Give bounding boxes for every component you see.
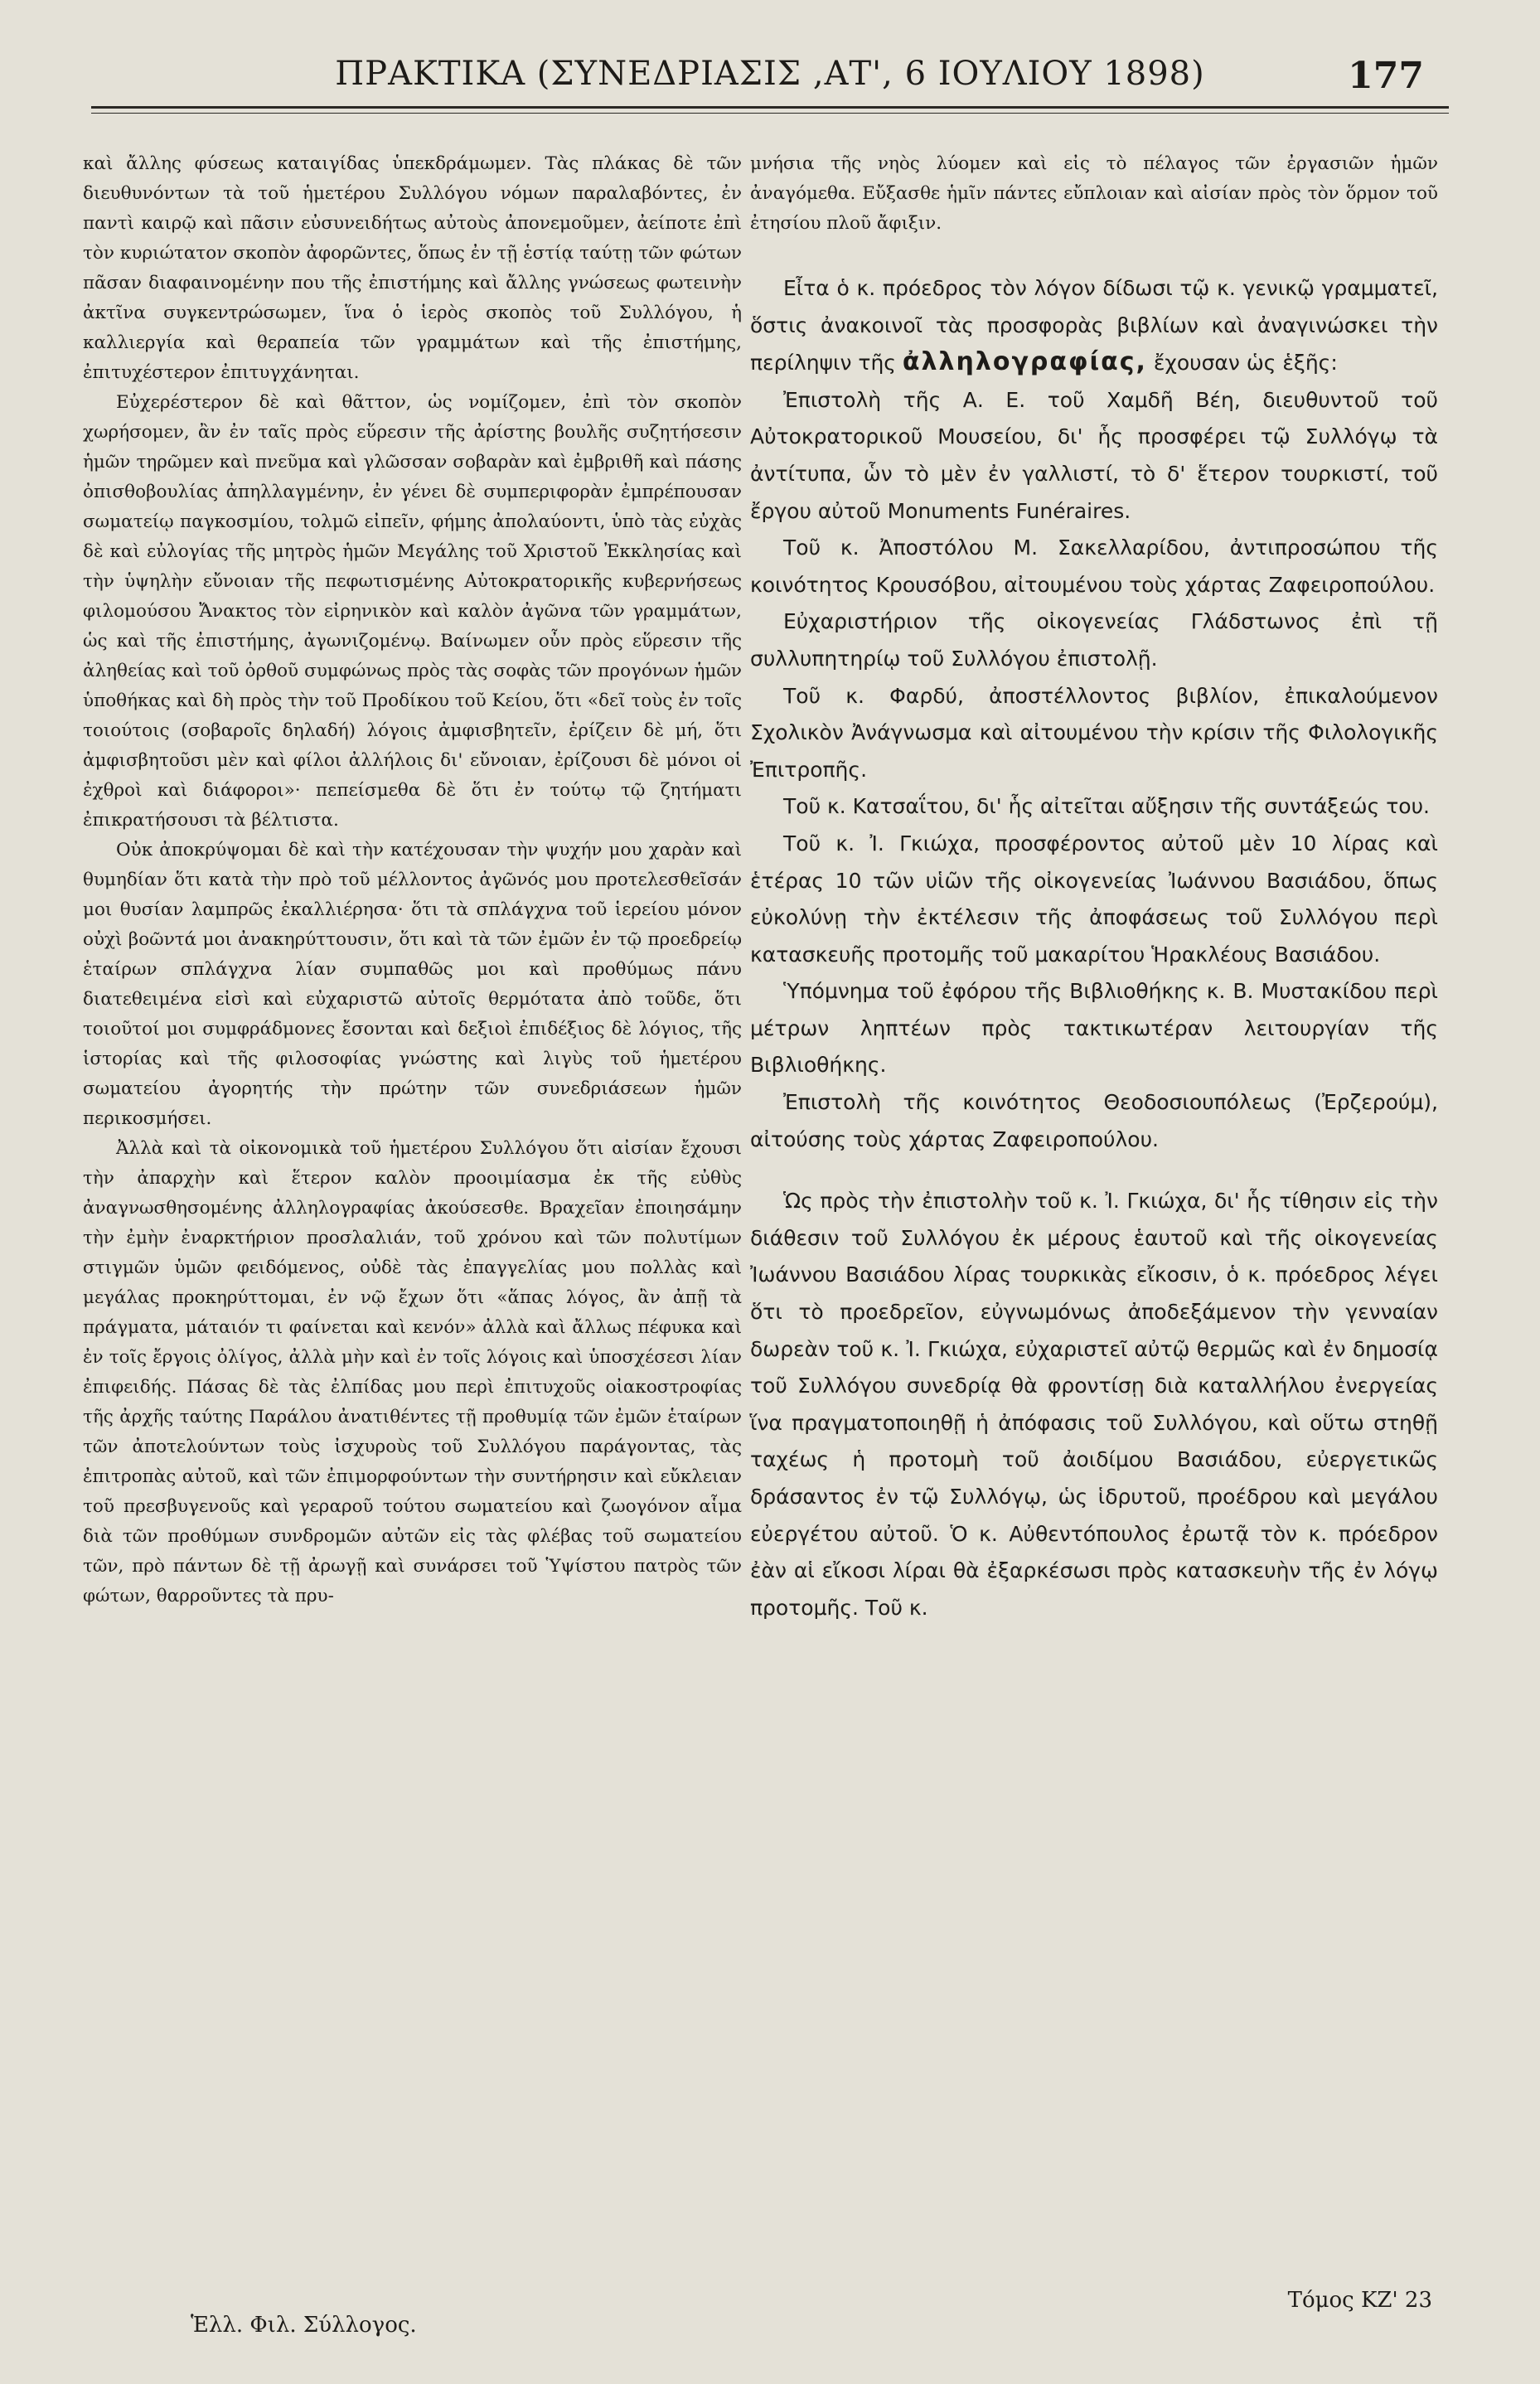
paragraph: Οὐκ ἀποκρύψομαι δὲ καὶ τὴν κατέχουσαν τὴν ψυχήν μου χαρὰν καὶ θυμηδίαν ὅτι κατὰ τὴν πρὸ τοῦ μέλλοντος ἀγῶνός μου προτελεσθεῖσάν μοι θυσίαν λαμπρῶς ἐκαλλιέρησα· ὅτι τὰ σπλάγχνα τοῦ ἱερείου μόνον οὐχὶ βοῶντά μοι ἀνακηρύττουσιν, ὅτι καὶ τὰ τῶν ἐμῶν ἐν τῷ προεδρείῳ ἑταίρων σπλάγχνα λίαν συμπαθῶς μοι καὶ προθύμως πάνυ διατεθειμένα εἰσὶ καὶ εὐχαριστῶ αὐτοῖς θερμότατα ἀπὸ τοῦδε, ὅτι τοιοῦτοί μοι συμφράδμονες ἔσονται καὶ δεξιοὶ ἐπιδέξιος δὲ λόγιος, τῆς ἱστορίας καὶ τῆς φιλοσοφίας γνώστης καὶ λιγὺς τοῦ ἡμετέρου σωματείου ἀγορητής τὴν πρώτην τῶν συνεδριάσεων ἡμῶν περικοσμήσει. [83, 840, 742, 1129]
page-number: 177 [1348, 55, 1424, 97]
left-column [83, 149, 742, 1611]
continued-paragraph: μνήσια τῆς νηὸς λύομεν καὶ εἰς τὸ πέλαγος τῶν ἐργασιῶν ἡμῶν ἀναγόμεθα. Εὔξασθε ἡμῖν πάντες εὔπλοιαν καὶ αἰσίαν πρὸς τὸν ὅρμον τοῦ ἐτησίου πλοῦ ἄφιξιν. [750, 153, 1438, 234]
correspondence-item: Ὑπόμνημα τοῦ ἐφόρου τῆς Βιβλιοθήκης κ. Β. Μυστακίδου περὶ μέτρων ληπτέων πρὸς τακτικωτέραν λειτουργίαν τῆς Βιβλιοθήκης. [750, 979, 1438, 1078]
secretary-intro: Εἶτα ὁ κ. πρόεδρος τὸν λόγον δίδωσι τῷ κ. γενικῷ γραμματεῖ, ὅστις ἀνακοινοῖ τὰς προσφορὰς βιβλίων καὶ ἀναγινώσκει τὴν περίληψιν τῆς ἀλληλογραφίας, ἔχουσαν ὡς ἑξῆς: [750, 276, 1438, 377]
correspondence-item: Ἐπιστολὴ τῆς κοινότητος Θεοδοσιουπόλεως (Ἐρζερούμ), αἰτούσης τοὺς χάρτας Ζαφειροπούλου. [750, 1090, 1438, 1151]
right-column [750, 149, 1438, 1626]
paragraph: Ἀλλὰ καὶ τὰ οἰκονομικὰ τοῦ ἡμετέρου Συλλόγου ὅτι αἰσίαν ἔχουσι τὴν ἀπαρχὴν καὶ ἕτερον καλὸν προοιμίασμα ἐκ τῆς εὐθὺς ἀναγνωσθησομένης ἀλληλογραφίας ἀκούσεσθε. Βραχεῖαν ἐποιησάμην τὴν ἐμὴν ἐναρκτήριον προσλαλιάν, τοῦ χρόνου καὶ τῶν πολυτίμων στιγμῶν ὑμῶν φειδόμενος, οὐδὲ τὰς ἐπαγγελίας μου πολλὰς καὶ μεγάλας προκηρύττομαι, ἐν νῷ ἔχων ὅτι «ἅπας λόγος, ἂν ἀπῇ τὰ πράγματα, μάταιόν τι φαίνεται καὶ κενόν» ἀλλὰ καὶ ἄλλως πέφυκα καὶ ἐν τοῖς ἔργοις ὀλίγος, ἀλλὰ μὴν καὶ ἐν τοῖς λόγοις καὶ ὑποσχέσεσι λίαν ἐπιφειδής. Πάσας δὲ τὰς ἐλπίδας μου περὶ ἐπιτυχοῦς οἰακοστροφίας τῆς ἀρχῆς ταύτης Παράλου ἀνατιθέντες τῇ προθυμίᾳ τῶν ἐμῶν ἑταίρων τῶν ἀποτελούντων τοὺς ἰσχυροὺς τοῦ Συλλόγου παράγοντας, τὰς ἐπιτροπὰς αὐτοῦ, καὶ τῶν ἐπιμορφούντων τὴν συντήρησιν καὶ εὔκλειαν τοῦ πρεσβυγενοῦς καὶ γεραροῦ τούτου σωματείου καὶ ζωογόνον αἷμα διὰ τῶν προθύμων συνδρομῶν αὐτῶν εἰς τὰς φλέβας τοῦ σωματείου τῶν, πρὸ πάντων δὲ τῇ ἀρωγῇ καὶ συνάρσει τοῦ Ὑψίστου πατρὸς τῶν φώτων, θαρροῦντες τὰ πρυ- [83, 1138, 742, 1606]
paragraph: καὶ ἄλλης φύσεως καταιγίδας ὑπεκδράμωμεν. Τὰς πλάκας δὲ τῶν διευθυνόντων τὰ τοῦ ἡμετέρου Συλλόγου νόμων παραλαβόντες, ἐν παντὶ καιρῷ καὶ πᾶσιν εὐσυνειδήτως αὐτοὺς ἀπονεμοῦμεν, ἀείποτε ἐπὶ τὸν κυριώτατον σκοπὸν ἀφορῶντες, ὅπως ἐν τῇ ἑστίᾳ ταύτῃ τῶν φώτων πᾶσαν διαφαινομένην που τῆς ἐπιστήμης καὶ ἄλλης γνώσεως φωτεινὴν ἀκτῖνα συγκεντρώσωμεν, ἵνα ὁ ἱερὸς σκοπὸς τοῦ Συλλόγου, ἡ καλλιεργία καὶ θεραπεία τῶν γραμμάτων καὶ τῆς ἐπιστήμης, ἐπιτυχέστερον ἐπιτυγχάνηται. [83, 153, 742, 383]
correspondence-section [750, 270, 1438, 1626]
page-header [99, 48, 1441, 106]
paragraph: Εὐχερέστερον δὲ καὶ θᾶττον, ὡς νομίζομεν, ἐπὶ τὸν σκοπὸν χωρήσομεν, ἂν ἐν ταῖς πρὸς εὕρεσιν τῆς ἀρίστης βουλῆς συζητήσεσιν ἡμῶν τηρῶμεν καὶ πνεῦμα καὶ γλῶσσαν σοβαρὰν καὶ ἐμβριθῆ καὶ πάσης ὀπισθοβουλίας ἀπηλλαγμένην, ἐν γένει δὲ συμπεριφορὰν ἐμπρέπουσαν σωματείῳ παγκοσμίου, τολμῶ εἰπεῖν, φήμης ἀπολαύοντι, ὑπὸ τὰς εὐχὰς δὲ καὶ εὐλογίας τῆς μητρὸς ἡμῶν Μεγάλης τοῦ Χριστοῦ Ἐκκλησίας καὶ τὴν ὑψηλὴν εὔνοιαν τῆς πεφωτισμένης Αὐτοκρατορικῆς κυβερνήσεως φιλομούσου Ἄνακτος τὸν εἰρηνικὸν καὶ καλὸν ἀγῶνα τῶν γραμμάτων, ὡς καὶ τῆς ἐπιστήμης, ἀγωνιζομένῳ. Βαίνωμεν οὖν πρὸς εὕρεσιν τῆς ἀληθείας καὶ τοῦ ὀρθοῦ συμφώνως πρὸς τὰς σοφὰς τῶν προγόνων ἡμῶν ὑποθήκας καὶ δὴ πρὸς τὴν τοῦ Προδίκου τοῦ Κείου, ὅτι «δεῖ τοὺς ἐν τοῖς τοιούτοις (σοβαροῖς δηλαδή) λόγοις ἀμφισβητεῖν, ἐρίζειν δὲ μή, ὅτι ἀμφισβητοῦσι μὲν καὶ φίλοι ἀλλήλοις δι' εὔνοιαν, ἐρίζουσι δὲ μόνοι οἱ ἐχθροὶ καὶ διάφοροι»· πεπείσμεθα δὲ ὅτι ἐν τούτῳ τῷ ζητήματι ἐπικρατήσουσι τὰ βέλτιστα. [83, 392, 742, 831]
footer-volume: Τόμος ΚΖ' 23 [1287, 2288, 1432, 2313]
correspondence-item: Τοῦ κ. Κατσαΐτου, δι' ἧς αἰτεῖται αὔξησιν τῆς συντάξεώς του. [783, 794, 1430, 819]
correspondence-item: Εὐχαριστήριον τῆς οἰκογενείας Γλάδστωνος ἐπὶ τῇ συλλυπητηρίῳ τοῦ Συλλόγου ἐπιστολῇ. [750, 609, 1438, 671]
header-rule-thick [91, 106, 1449, 109]
correspondence-item: Τοῦ κ. Φαρδύ, ἀποστέλλοντος βιβλίον, ἐπικαλούμενον Σχολικὸν Ἀνάγνωσμα καὶ αἰτουμένου τὴν κρίσιν τῆς Φιλολογικῆς Ἐπιτροπῆς. [750, 683, 1438, 782]
footer-signature: Ἑλλ. Φιλ. Σύλλογος. [191, 2313, 417, 2338]
correspondence-item: Τοῦ κ. Ἰ. Γκιώχα, προσφέροντος αὐτοῦ μὲν 10 λίρας καὶ ἑτέρας 10 τῶν υἱῶν τῆς οἰκογενείας Ἰωάννου Βασιάδου, ὅπως εὐκολύνῃ τὴν ἐκτέλεσιν τῆς ἀποφάσεως τοῦ Συλλόγου περὶ κατασκευῆς προτομῆς τοῦ μακαρίτου Ἡρακλέους Βασιάδου. [750, 831, 1438, 967]
running-title: ΠΡΑΚΤΙΚΑ (ΣΥΝΕΔΡΙΑΣΙΣ ,ΑΤ', 6 ΙΟΥΛΙΟΥ 1898) [335, 55, 1205, 93]
header-rule-thin [91, 113, 1449, 114]
correspondence-heading: ἀλληλογραφίας, [902, 347, 1147, 377]
correspondence-item: Ἐπιστολὴ τῆς Α. Ε. τοῦ Χαμδῆ Βέη, διευθυντοῦ τοῦ Αὐτοκρατορικοῦ Μουσείου, δι' ἧς προσφέρει τῷ Συλλόγῳ τὰ ἀντίτυπα, ὧν τὸ μὲν ἐν γαλλιστί, τὸ δ' ἕτερον τουρκιστί, τοῦ ἔργου αὐτοῦ Monuments Funéraires. [750, 387, 1438, 523]
correspondence-item: Τοῦ κ. Ἀποστόλου Μ. Σακελλαρίδου, ἀντιπροσώπου τῆς κοινότητος Κρουσόβου, αἰτουμένου τοὺς χάρτας Ζαφειροπούλου. [750, 535, 1438, 597]
closing-paragraph: Ὡς πρὸς τὴν ἐπιστολὴν τοῦ κ. Ἰ. Γκιώχα, δι' ἧς τίθησιν εἰς τὴν διάθεσιν τοῦ Συλλόγου ἐκ μέρους ἑαυτοῦ καὶ τῆς οἰκογενείας Ἰωάννου Βασιάδου λίρας τουρκικὰς εἴκοσιν, ὁ κ. πρόεδρος λέγει ὅτι τὸ προεδρεῖον, εὐγνωμόνως ἀποδεξάμενον τὴν γενναίαν δωρεὰν τοῦ κ. Ἰ. Γκιώχα, εὐχαριστεῖ αὐτῷ θερμῶς καὶ ἐν δημοσίᾳ τοῦ Συλλόγου συνεδρίᾳ θὰ φροντίσῃ διὰ καταλλήλου ἐνεργείας ἵνα πραγματοποιηθῇ ἡ ἀπόφασις τοῦ Συλλόγου, καὶ οὕτω στηθῇ ταχέως ἡ προτομὴ τοῦ ἀοιδίμου Βασιάδου, εὐεργετικῶς δράσαντος ἐν τῷ Συλλόγῳ, ὡς ἱδρυτοῦ, προέδρου καὶ μεγάλου εὐεργέτου αὐτοῦ. Ὁ κ. Αὐθεντόπουλος ἐρωτᾷ τὸν κ. πρόεδρον ἐὰν αἱ εἴκοσι λίραι θὰ ἐξαρκέσωσι πρὸς κατασκευὴν τῆς ἐν λόγῳ προτομῆς. Τοῦ κ. [750, 1189, 1438, 1620]
